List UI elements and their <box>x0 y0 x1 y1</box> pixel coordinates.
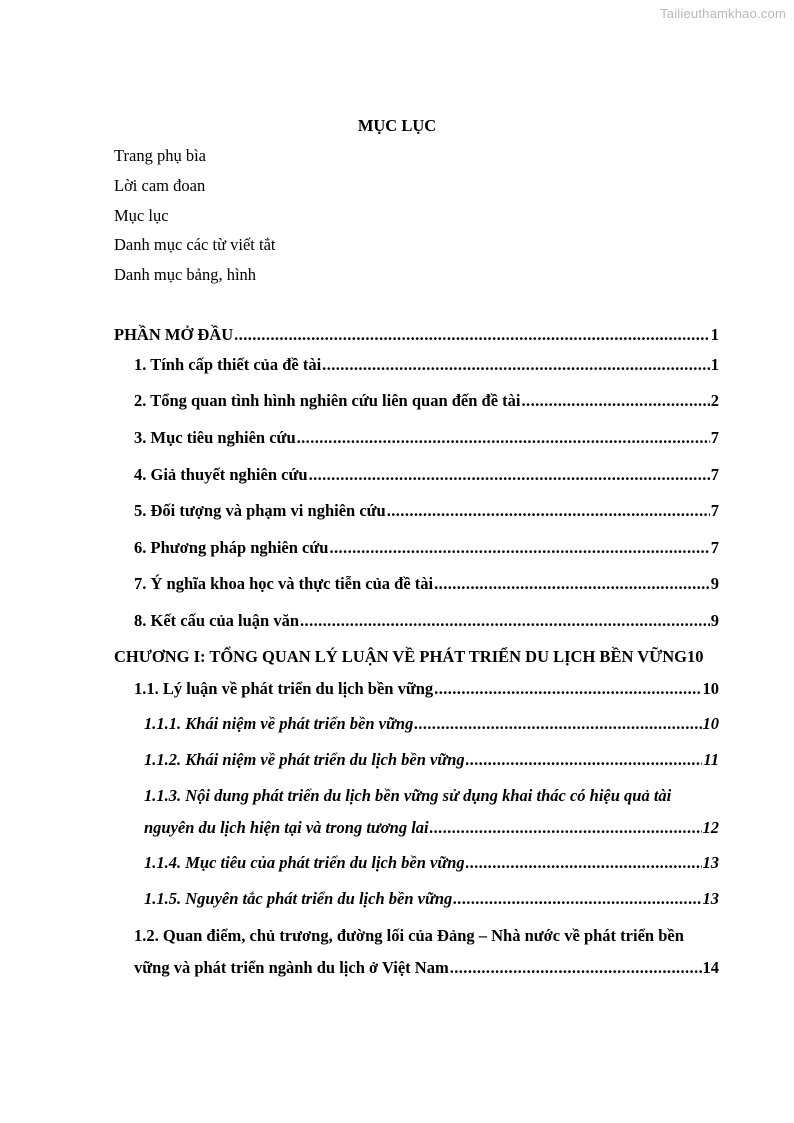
toc-entry-1-1-3[interactable] <box>144 818 719 838</box>
toc-leader <box>450 958 702 978</box>
toc-entry-label: 3. Mục tiêu nghiên cứu <box>134 428 296 447</box>
toc-entry-label: 5. Đối tượng và phạm vi nghiên cứu <box>134 501 386 520</box>
toc-entry-label: 2. Tổng quan tình hình nghiên cứu liên quan đến đề tài <box>134 391 521 410</box>
toc-entry-label: 1.1.4. Mục tiêu của phát triển du lịch bền vững <box>144 853 465 872</box>
toc-entry-page: 10 <box>702 679 719 698</box>
toc-entry-page: 9 <box>710 574 719 593</box>
toc-entry-label: nguyên du lịch hiện tại và trong tương lai <box>144 818 429 837</box>
toc-entry-page: 7 <box>710 501 719 520</box>
toc-entry-label: 1.1.1. Khái niệm về phát triển bền vững <box>144 714 414 733</box>
toc-entry-label: 8. Kết cấu của luận văn <box>134 611 300 630</box>
toc-entry-1-1-3-line1[interactable]: 1.1.3. Nội dung phát triển du lịch bền vững sử dụng khai thác có hiệu quả tài <box>144 786 672 805</box>
toc-entry-1-1-2[interactable] <box>144 750 719 770</box>
front-matter-item: Danh mục bảng, hình <box>114 265 257 284</box>
toc-entry-section-7[interactable] <box>134 574 719 594</box>
watermark: Tailieuthamkhao.com <box>660 6 786 21</box>
toc-entry-label: CHƯƠNG I: TỔNG QUAN LÝ LUẬN VỀ PHÁT TRIỂN DU LỊCH BỀN VỮNG <box>114 647 687 666</box>
toc-entry-section-5[interactable] <box>134 501 719 521</box>
toc-entry-section-1[interactable] <box>134 355 719 375</box>
toc-leader <box>434 574 710 594</box>
toc-entry-label: 1.1. Lý luận về phát triển du lịch bền vững <box>134 679 434 698</box>
toc-entry-label: 7. Ý nghĩa khoa học và thực tiễn của đề tài <box>134 574 434 593</box>
toc-entry-section-8[interactable] <box>134 611 719 631</box>
toc-entry-1-2-line1[interactable]: 1.2. Quan điểm, chủ trương, đường lối của Đảng – Nhà nước về phát triển bền <box>134 926 684 945</box>
toc-entry-1-1-4[interactable] <box>144 853 719 873</box>
toc-entry-section-3[interactable] <box>134 428 719 448</box>
toc-entry-1-1-1[interactable] <box>144 714 719 734</box>
toc-entry-page: 10 <box>687 647 704 666</box>
toc-leader <box>300 611 710 631</box>
toc-entry-page: 7 <box>710 538 719 557</box>
toc-entry-page: 11 <box>703 750 719 769</box>
toc-leader <box>309 465 710 485</box>
front-matter-item: Mục lục <box>114 206 169 225</box>
toc-leader <box>322 355 710 375</box>
toc-leader <box>434 679 701 699</box>
toc-entry-label: 4. Giả thuyết nghiên cứu <box>134 465 308 484</box>
toc-leader <box>466 750 703 770</box>
toc-entry-page: 1 <box>710 355 719 374</box>
toc-leader <box>329 538 709 558</box>
toc-entry-page: 13 <box>702 889 719 908</box>
toc-entry-1-1[interactable] <box>134 679 719 699</box>
front-matter-item: Lời cam đoan <box>114 176 206 195</box>
toc-entry-page: 13 <box>702 853 719 872</box>
front-matter-item: Danh mục các từ viết tắt <box>114 235 276 254</box>
toc-entry-label: 1.1.2. Khái niệm về phát triển du lịch bền vững <box>144 750 465 769</box>
toc-entry-label: PHẦN MỞ ĐẦU <box>114 325 234 344</box>
toc-entry-section-6[interactable] <box>134 538 719 558</box>
toc-leader <box>414 714 701 734</box>
toc-leader <box>522 391 710 411</box>
toc-entry-page: 9 <box>710 611 719 630</box>
toc-entry-label: 1.1.5. Nguyên tắc phát triển du lịch bền vững <box>144 889 453 908</box>
toc-entry-label: 6. Phương pháp nghiên cứu <box>134 538 329 557</box>
toc-leader <box>453 889 701 909</box>
toc-entry-label: 1. Tính cấp thiết của đề tài <box>134 355 322 374</box>
toc-entry-1-1-5[interactable] <box>144 889 719 909</box>
toc-entry-section-4[interactable] <box>134 465 719 485</box>
toc-entry-1-2[interactable] <box>134 958 719 978</box>
toc-leader <box>297 428 710 448</box>
toc-entry-phan-mo-dau[interactable] <box>114 325 719 345</box>
toc-entry-page: 7 <box>710 428 719 447</box>
toc-entry-page: 14 <box>702 958 719 977</box>
toc-entry-chapter-1[interactable] <box>114 647 739 667</box>
toc-entry-page: 7 <box>710 465 719 484</box>
page-title: MỤC LỤC <box>357 116 437 135</box>
toc-leader <box>387 501 710 521</box>
toc-entry-page: 1 <box>710 325 719 344</box>
toc-entry-page: 12 <box>702 818 719 837</box>
toc-leader <box>234 325 710 345</box>
front-matter-item: Trang phụ bìa <box>114 146 206 165</box>
toc-entry-page: 10 <box>702 714 719 733</box>
toc-entry-label: vững và phát triển ngành du lịch ở Việt Nam <box>134 958 449 977</box>
toc-leader <box>430 818 702 838</box>
toc-entry-page: 2 <box>710 391 719 410</box>
toc-entry-section-2[interactable] <box>134 391 719 411</box>
toc-leader <box>466 853 702 873</box>
